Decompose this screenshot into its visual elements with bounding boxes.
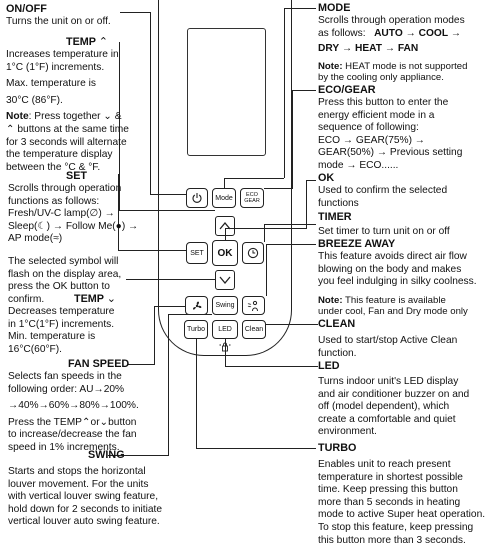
breeze-line: you feel indulging in silky coolness. xyxy=(318,276,477,288)
mode-line: as follows: xyxy=(318,27,366,39)
turbo-button[interactable] xyxy=(184,320,208,339)
temp-up-note-line: the temperature display xyxy=(6,149,113,161)
breeze-note-label: Note: xyxy=(318,294,343,306)
chevron-down-icon xyxy=(219,276,231,284)
temp-down-line: Min. temperature is xyxy=(8,331,96,343)
caret-down-icon: ⌄ xyxy=(99,416,109,428)
set-title: SET xyxy=(66,170,87,182)
temp-up-line: 30°C (86°F). xyxy=(6,94,63,106)
clean-title: CLEAN xyxy=(318,318,356,330)
mode-seq: AUTO xyxy=(374,27,403,39)
leader-turbo xyxy=(196,339,197,448)
set-button-label: SET xyxy=(190,249,204,257)
uv-lamp-icon: ∅ xyxy=(89,208,99,220)
eco-section xyxy=(318,84,490,173)
timer-section xyxy=(318,211,490,239)
turbo-line: more than 5 seconds in heating xyxy=(318,496,461,508)
set-after-line: press the OK button to xyxy=(8,281,110,293)
temp-up-line: 1°C (1°F) increments. xyxy=(6,61,105,73)
turbo-button-label: Turbo xyxy=(186,326,206,333)
temp-up-note-line: between the °C & °F. xyxy=(6,161,101,173)
breeze-title: BREEZE AWAY xyxy=(318,238,396,250)
led-line: and air conditioner buzzer on and xyxy=(318,388,470,400)
ok-section xyxy=(318,172,490,210)
led-button-label: LED xyxy=(218,326,232,333)
eco-line: GEAR(50%) → Previous setting xyxy=(318,147,463,159)
swing-section xyxy=(8,449,173,529)
temp-down-section xyxy=(8,293,148,356)
wifi-icon: ≈ xyxy=(53,233,59,245)
power-icon xyxy=(191,192,203,204)
on-off-desc: Turns the unit on or off. xyxy=(6,16,111,27)
temp-down-line: 16°C(60°F). xyxy=(8,343,63,355)
follow-me-icon: ● xyxy=(115,220,122,232)
eco-line: Press this button to enter the xyxy=(318,97,449,108)
clean-line: Used to start/stop Active Clean xyxy=(318,335,458,346)
leader-swing xyxy=(168,314,169,455)
led-section xyxy=(318,360,490,439)
leader-led xyxy=(225,339,226,366)
timer-line: Set timer to turn unit on or off xyxy=(318,226,450,237)
caret-down-icon: ⌄ xyxy=(106,293,116,305)
set-after-line: confirm. xyxy=(8,293,45,305)
led-line: environment. xyxy=(318,426,377,438)
mode-note-line: by the cooling only appliance. xyxy=(318,72,444,84)
turbo-line: Enables unit to reach present xyxy=(318,459,451,470)
breeze-person-icon xyxy=(247,300,260,312)
mode-seq: COOL xyxy=(418,27,449,39)
set-line: Fresh/UV-C lamp( xyxy=(8,208,90,220)
breeze-note-line: This feature is available xyxy=(342,294,446,306)
swing-line: with vertical louver swing feature, xyxy=(8,491,159,503)
temp-up-note-label: Note xyxy=(6,111,29,123)
turbo-section xyxy=(318,442,490,547)
clean-line: function. xyxy=(318,347,357,359)
leader-eco xyxy=(292,90,316,91)
leader-timer xyxy=(264,224,316,225)
turbo-line: time. Keep pressing this button xyxy=(318,484,458,496)
breeze-note-line: under cool, Fan and Dry mode only xyxy=(318,306,468,318)
turbo-line: this button more than 3 seconds. xyxy=(318,534,466,546)
mode-note-line: HEAT mode is not supported xyxy=(342,60,468,72)
set-after-line: The selected symbol will xyxy=(8,255,119,267)
temp-up-note-line: for 3 seconds will alternate xyxy=(6,136,127,148)
clean-button[interactable] xyxy=(242,320,266,339)
turbo-line: To stop this feature, keep pressing xyxy=(318,521,474,533)
set-line: AP mode( xyxy=(8,233,54,245)
mode-note-label: Note: xyxy=(318,60,343,72)
fan-speed-line: or xyxy=(90,416,100,428)
eco-line: ECO → GEAR(75%) → xyxy=(318,134,425,146)
mode-seq: DRY xyxy=(318,43,340,55)
led-title: LED xyxy=(318,360,340,372)
on-off-section xyxy=(6,3,146,29)
eco-line: mode → ECO...... xyxy=(318,159,399,171)
set-line: ) xyxy=(58,233,63,245)
mode-title: MODE xyxy=(318,2,351,14)
fan-speed-line: speed in 1% increments. xyxy=(8,441,120,453)
sleep-icon: ☾ xyxy=(37,220,47,232)
swing-line: hold down for 2 seconds to initiate xyxy=(8,503,163,515)
fan-speed-line: to increase/decrease the fan xyxy=(8,429,137,441)
ok-line: Used to confirm the selected xyxy=(318,185,448,196)
fan-speed-line: Selects fan speeds in the xyxy=(8,371,122,382)
temp-up-note-line: buttons at the same time xyxy=(17,123,129,135)
set-line: ) → xyxy=(121,220,139,232)
remote-display xyxy=(187,28,266,156)
led-line: create a comfortable and quiet xyxy=(318,413,456,425)
temp-up-section xyxy=(6,36,156,174)
swing-button[interactable] xyxy=(212,296,238,315)
fan-icon xyxy=(191,300,203,312)
temp-up-line: Max. temperature is xyxy=(6,78,97,90)
ok-button-label: OK xyxy=(217,247,233,259)
led-line: Turns indoor unit's LED display xyxy=(318,376,459,387)
breeze-line: This feature avoids direct air flow xyxy=(318,251,467,262)
temp-down-line: in 1°C(1°F) increments. xyxy=(8,318,115,330)
timer-title: TIMER xyxy=(318,211,352,223)
fan-speed-title: FAN SPEED xyxy=(68,358,130,370)
temp-up-title: TEMP xyxy=(66,36,96,48)
temp-up-note-line: : Press together xyxy=(28,111,101,123)
eco-gear-button[interactable] xyxy=(240,188,264,208)
set-after-line: flash on the display area, xyxy=(8,268,122,280)
clean-section xyxy=(318,318,490,360)
temp-down-title: TEMP xyxy=(74,293,104,305)
leader-fan-speed xyxy=(154,306,185,307)
breeze-line: blowing on the body and makes xyxy=(318,263,462,275)
on-off-button[interactable] xyxy=(186,188,208,208)
fan-speed-section xyxy=(8,358,148,455)
mode-seq: FAN xyxy=(397,43,419,55)
swing-title: SWING xyxy=(88,449,125,461)
eco-title: ECO/GEAR xyxy=(318,84,376,96)
swing-line: louver movement. For the units xyxy=(8,478,149,490)
led-button[interactable] xyxy=(212,320,238,339)
fan-speed-line: Press the TEMP xyxy=(8,416,82,428)
swing-line: vertical louver auto swing feature. xyxy=(8,516,160,528)
mode-seq: HEAT xyxy=(355,43,382,55)
set-line: functions as follows: xyxy=(8,195,100,207)
led-line: off (model dependent), which xyxy=(318,401,450,413)
mode-button-label: Mode xyxy=(215,194,233,202)
caret-up-icon: ⌃ xyxy=(98,36,108,48)
turbo-title: TURBO xyxy=(318,442,357,454)
turbo-line: temperature in shortest possible xyxy=(318,471,463,483)
clean-button-label: Clean xyxy=(244,326,264,333)
eco-line: energy efficient mode in a xyxy=(318,109,435,121)
leader-mode xyxy=(284,8,316,9)
caret-up-icon: ⌃ xyxy=(6,123,15,135)
set-line: Sleep( xyxy=(8,220,38,232)
mode-line: Scrolls through operation modes xyxy=(318,15,465,26)
leader-ok xyxy=(306,180,316,181)
fan-speed-line: →40%→60%→80%→100%. xyxy=(8,400,139,412)
leader-clean xyxy=(266,324,318,325)
caret-up-icon: ⌃ xyxy=(81,416,91,428)
set-button[interactable] xyxy=(186,242,208,264)
fan-speed-button[interactable] xyxy=(185,296,208,315)
swing-line: Starts and stops the horizontal xyxy=(8,466,146,477)
leader-breeze xyxy=(266,244,316,245)
timer-button[interactable] xyxy=(242,242,264,264)
swing-button-label: Swing xyxy=(215,302,235,309)
mode-section: MODE Scrolls through operation modes as follows: AUTO → COOL → DRY → HEAT → FAN Note: HEAT mode is not supported by the cooling only appliance. xyxy=(318,2,490,84)
breeze-section xyxy=(318,238,490,318)
mode-button[interactable] xyxy=(212,188,236,208)
eco-line: sequence of following: xyxy=(318,122,419,134)
breeze-away-button[interactable] xyxy=(242,296,265,315)
set-line: Scrolls through operation xyxy=(8,183,122,194)
clock-icon xyxy=(247,247,259,259)
eco-gear-button-label: ECO GEAR xyxy=(244,192,260,204)
ok-title: OK xyxy=(318,172,335,184)
on-off-title: ON/OFF xyxy=(6,3,47,15)
temp-down-line: Decreases temperature xyxy=(8,306,115,317)
ok-button[interactable] xyxy=(212,240,238,266)
temp-up-note-amp: & xyxy=(114,111,122,123)
temp-down-button[interactable] xyxy=(215,270,235,290)
set-line: ) → xyxy=(98,208,115,220)
fan-speed-line: following order: AU→20% xyxy=(8,383,125,395)
fan-speed-line: button xyxy=(108,416,137,428)
caret-down-icon: ⌄ xyxy=(103,111,112,123)
set-section xyxy=(8,170,148,306)
temp-up-line: Increases temperature in xyxy=(6,49,119,60)
turbo-line: mode to active Super heat operation. xyxy=(318,509,486,521)
set-line: ) → Follow Me( xyxy=(46,220,116,232)
ok-line: functions xyxy=(318,197,359,209)
